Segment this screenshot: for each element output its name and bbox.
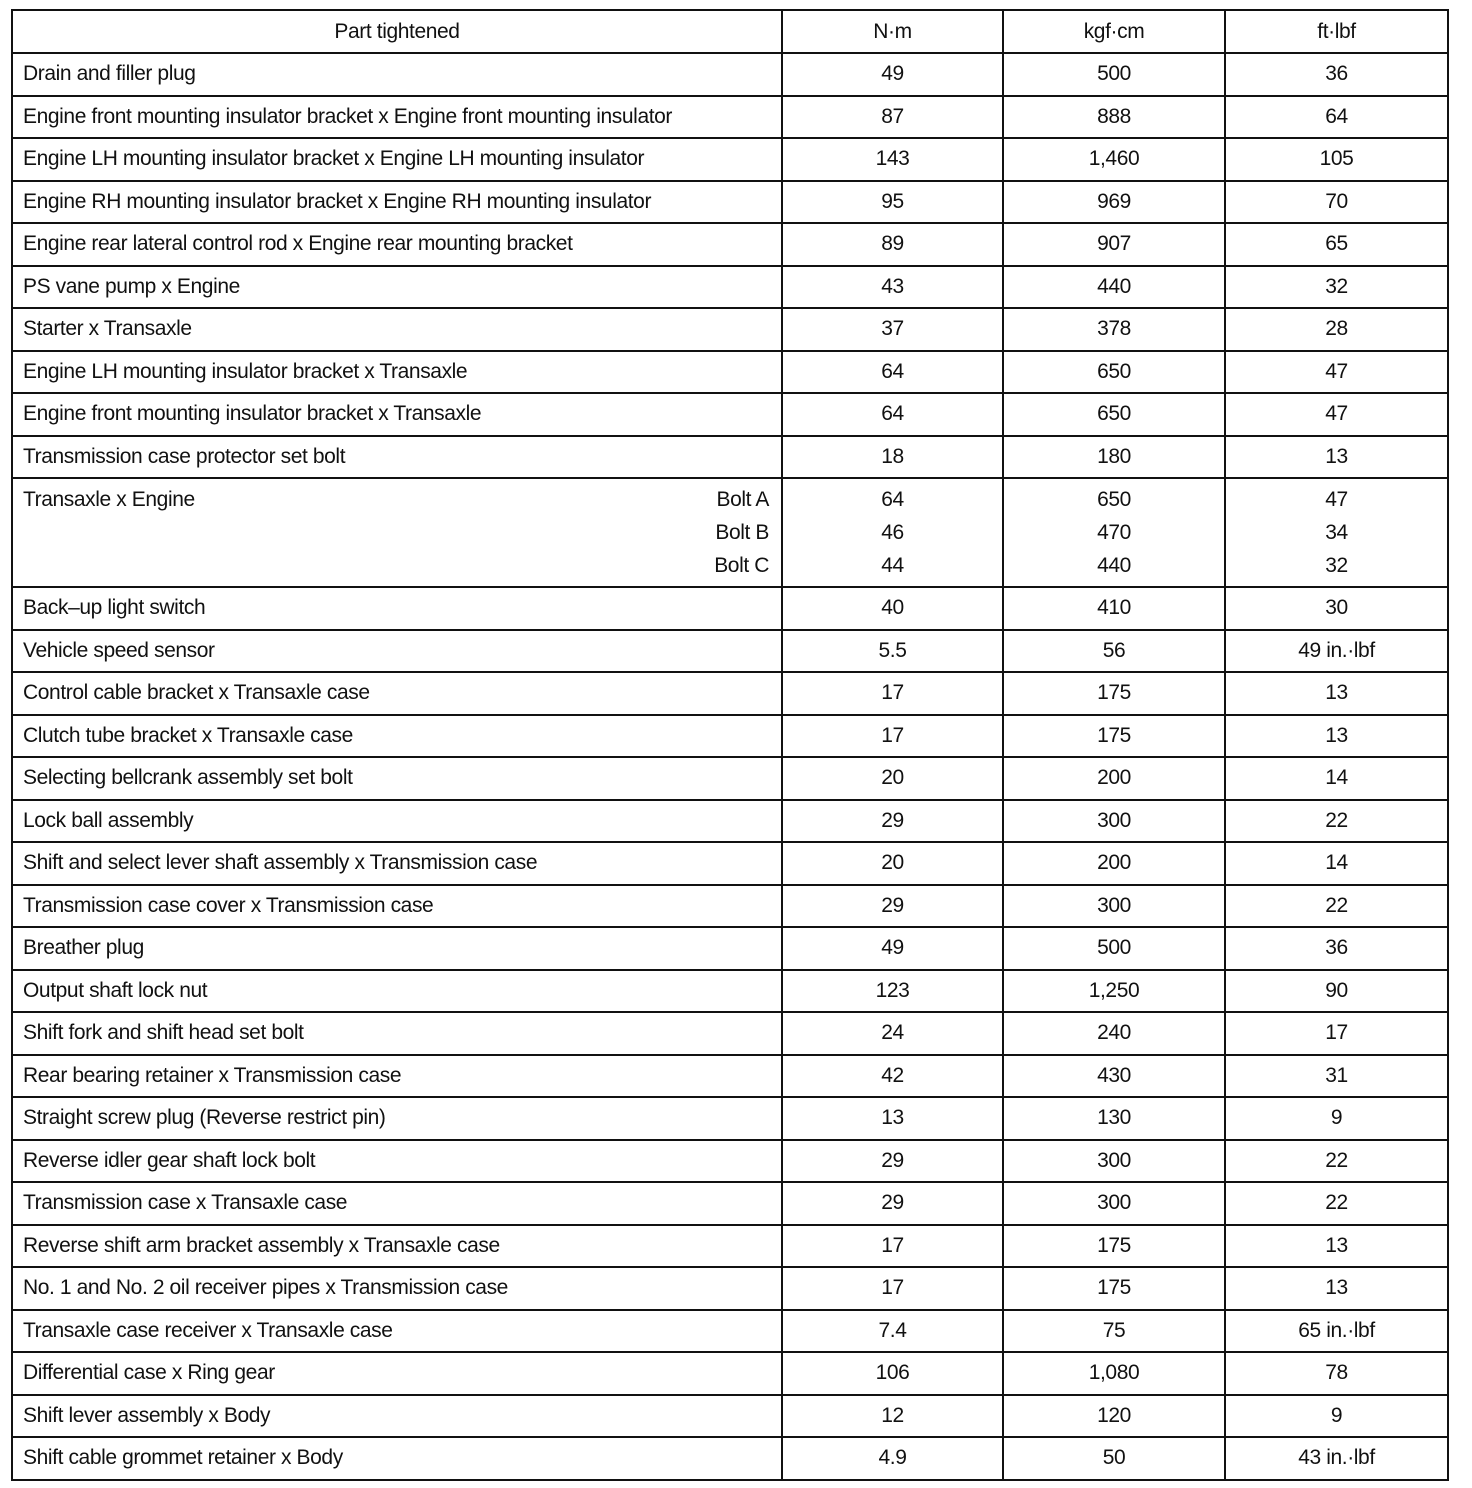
table-row [12, 630, 1448, 673]
nm-cell: 5.5 [782, 630, 1003, 673]
table-row [12, 970, 1448, 1013]
ftlbf-cell: 13 [1225, 436, 1448, 479]
ftlbf-cell: 90 [1225, 970, 1448, 1013]
kgfcm-cell: 175 [1003, 672, 1225, 715]
ftlbf-cell: 13 [1225, 672, 1448, 715]
kgfcm-cell: 430 [1003, 1055, 1225, 1098]
ftlbf-cell: 32 [1225, 266, 1448, 309]
part-cell: Back–up light switch [12, 587, 782, 630]
part-cell: Shift cable grommet retainer x Body [12, 1437, 782, 1480]
ftlbf-cell: 64 [1225, 96, 1448, 139]
nm-cell: 20 [782, 757, 1003, 800]
kgfcm-cell: 300 [1003, 800, 1225, 843]
part-cell: Straight screw plug (Reverse restrict pin) [12, 1097, 782, 1140]
part-cell: Shift fork and shift head set bolt [12, 1012, 782, 1055]
kgfcm-cell: 180 [1003, 436, 1225, 479]
bolt-ftlbf-value: 34 [1325, 521, 1348, 544]
kgfcm-cell: 175 [1003, 715, 1225, 758]
kgfcm-cell: 650 [1003, 351, 1225, 394]
kgfcm-cell: 378 [1003, 308, 1225, 351]
nm-cell: 18 [782, 436, 1003, 479]
part-cell: Starter x Transaxle [12, 308, 782, 351]
bolt-nm-value: 44 [881, 554, 904, 577]
ftlbf-cell: 36 [1225, 53, 1448, 96]
nm-cell: 64 [782, 393, 1003, 436]
kgfcm-cell: 500 [1003, 927, 1225, 970]
kgfcm-cell: 1,460 [1003, 138, 1225, 181]
nm-cell: 13 [782, 1097, 1003, 1140]
nm-cell: 17 [782, 1267, 1003, 1310]
table-row [12, 308, 1448, 351]
kgfcm-cell [1003, 478, 1225, 587]
table-row [12, 1055, 1448, 1098]
part-cell: Engine rear lateral control rod x Engine rear mounting bracket [12, 223, 782, 266]
kgfcm-cell: 650 [1003, 393, 1225, 436]
part-cell: Transmission case x Transaxle case [12, 1182, 782, 1225]
ftlbf-cell: 31 [1225, 1055, 1448, 1098]
nm-cell: 20 [782, 842, 1003, 885]
kgfcm-cell: 440 [1003, 266, 1225, 309]
ftlbf-cell: 9 [1225, 1097, 1448, 1140]
table-row [12, 587, 1448, 630]
part-name: Transaxle x Engine [23, 488, 195, 511]
nm-cell: 43 [782, 266, 1003, 309]
ftlbf-cell: 30 [1225, 587, 1448, 630]
part-cell: Breather plug [12, 927, 782, 970]
table-body [12, 53, 1448, 1480]
kgfcm-cell: 75 [1003, 1310, 1225, 1353]
part-cell: Engine LH mounting insulator bracket x Engine LH mounting insulator [12, 138, 782, 181]
header-kgfcm: kgf·cm [1003, 10, 1225, 53]
bolt-ftlbf-value: 47 [1325, 488, 1348, 511]
bolt-nm-value: 46 [881, 521, 904, 544]
table-row [12, 53, 1448, 96]
ftlbf-cell: 13 [1225, 715, 1448, 758]
nm-cell: 64 [782, 351, 1003, 394]
table-row [12, 757, 1448, 800]
bolt-ftlbf-value: 32 [1325, 554, 1348, 577]
nm-cell: 42 [782, 1055, 1003, 1098]
nm-cell: 29 [782, 885, 1003, 928]
table-row [12, 927, 1448, 970]
bolt-kgfcm-value: 650 [1097, 488, 1131, 511]
part-cell: Rear bearing retainer x Transmission case [12, 1055, 782, 1098]
table-row [12, 436, 1448, 479]
nm-cell: 7.4 [782, 1310, 1003, 1353]
ftlbf-cell: 28 [1225, 308, 1448, 351]
nm-cell: 49 [782, 53, 1003, 96]
part-cell: Shift lever assembly x Body [12, 1395, 782, 1438]
kgfcm-cell: 50 [1003, 1437, 1225, 1480]
nm-cell: 40 [782, 587, 1003, 630]
bolt-label: Bolt C [714, 554, 769, 577]
table-header-row [12, 10, 1448, 53]
ftlbf-cell: 22 [1225, 1140, 1448, 1183]
kgfcm-cell: 500 [1003, 53, 1225, 96]
part-cell: Output shaft lock nut [12, 970, 782, 1013]
part-cell: PS vane pump x Engine [12, 266, 782, 309]
table-row [12, 1182, 1448, 1225]
table-row [12, 1140, 1448, 1183]
table-row [12, 1012, 1448, 1055]
bolt-label: Bolt A [716, 488, 769, 511]
nm-cell: 106 [782, 1352, 1003, 1395]
nm-cell: 29 [782, 800, 1003, 843]
kgfcm-cell: 200 [1003, 757, 1225, 800]
part-cell: Engine RH mounting insulator bracket x Engine RH mounting insulator [12, 181, 782, 224]
table-row [12, 885, 1448, 928]
nm-cell: 29 [782, 1140, 1003, 1183]
ftlbf-cell: 43 in.·lbf [1225, 1437, 1448, 1480]
kgfcm-cell: 240 [1003, 1012, 1225, 1055]
kgfcm-cell: 56 [1003, 630, 1225, 673]
kgfcm-cell: 300 [1003, 1182, 1225, 1225]
kgfcm-cell: 200 [1003, 842, 1225, 885]
ftlbf-cell: 17 [1225, 1012, 1448, 1055]
part-cell: Engine front mounting insulator bracket x Transaxle [12, 393, 782, 436]
kgfcm-cell: 888 [1003, 96, 1225, 139]
nm-cell: 17 [782, 715, 1003, 758]
part-cell: Vehicle speed sensor [12, 630, 782, 673]
nm-cell: 143 [782, 138, 1003, 181]
kgfcm-cell: 1,080 [1003, 1352, 1225, 1395]
header-ftlbf: ft·lbf [1225, 10, 1448, 53]
nm-cell: 95 [782, 181, 1003, 224]
ftlbf-cell: 14 [1225, 757, 1448, 800]
part-cell: Differential case x Ring gear [12, 1352, 782, 1395]
ftlbf-cell: 22 [1225, 800, 1448, 843]
part-cell: No. 1 and No. 2 oil receiver pipes x Transmission case [12, 1267, 782, 1310]
ftlbf-cell: 13 [1225, 1225, 1448, 1268]
table-row [12, 1352, 1448, 1395]
part-cell: Transaxle case receiver x Transaxle case [12, 1310, 782, 1353]
table-row [12, 96, 1448, 139]
table-row [12, 1225, 1448, 1268]
table-row [12, 266, 1448, 309]
table-row [12, 181, 1448, 224]
part-cell: Engine front mounting insulator bracket x Engine front mounting insulator [12, 96, 782, 139]
nm-cell: 123 [782, 970, 1003, 1013]
ftlbf-cell: 9 [1225, 1395, 1448, 1438]
kgfcm-cell: 120 [1003, 1395, 1225, 1438]
nm-cell: 4.9 [782, 1437, 1003, 1480]
ftlbf-cell [1225, 478, 1448, 587]
table-row [12, 351, 1448, 394]
kgfcm-cell: 175 [1003, 1267, 1225, 1310]
part-cell: Transmission case cover x Transmission case [12, 885, 782, 928]
kgfcm-cell: 300 [1003, 885, 1225, 928]
table-row [12, 1267, 1448, 1310]
nm-cell: 87 [782, 96, 1003, 139]
kgfcm-cell: 130 [1003, 1097, 1225, 1140]
part-cell: Transmission case protector set bolt [12, 436, 782, 479]
ftlbf-cell: 36 [1225, 927, 1448, 970]
ftlbf-cell: 70 [1225, 181, 1448, 224]
part-cell [12, 478, 782, 587]
part-cell: Engine LH mounting insulator bracket x Transaxle [12, 351, 782, 394]
ftlbf-cell: 47 [1225, 351, 1448, 394]
ftlbf-cell: 65 [1225, 223, 1448, 266]
table-row [12, 672, 1448, 715]
nm-cell: 24 [782, 1012, 1003, 1055]
part-cell: Reverse shift arm bracket assembly x Transaxle case [12, 1225, 782, 1268]
bolt-kgfcm-value: 440 [1097, 554, 1131, 577]
ftlbf-cell: 22 [1225, 1182, 1448, 1225]
table-row [12, 842, 1448, 885]
kgfcm-cell: 907 [1003, 223, 1225, 266]
ftlbf-cell: 14 [1225, 842, 1448, 885]
kgfcm-cell: 1,250 [1003, 970, 1225, 1013]
bolt-kgfcm-value: 470 [1097, 521, 1131, 544]
ftlbf-cell: 47 [1225, 393, 1448, 436]
nm-cell: 29 [782, 1182, 1003, 1225]
part-cell: Drain and filler plug [12, 53, 782, 96]
table-row [12, 1437, 1448, 1480]
nm-cell: 89 [782, 223, 1003, 266]
table-row [12, 1097, 1448, 1140]
nm-cell: 17 [782, 672, 1003, 715]
kgfcm-cell: 175 [1003, 1225, 1225, 1268]
part-cell: Control cable bracket x Transaxle case [12, 672, 782, 715]
part-cell: Clutch tube bracket x Transaxle case [12, 715, 782, 758]
header-nm: N·m [782, 10, 1003, 53]
part-cell: Selecting bellcrank assembly set bolt [12, 757, 782, 800]
nm-cell: 17 [782, 1225, 1003, 1268]
table-row [12, 478, 1448, 587]
kgfcm-cell: 410 [1003, 587, 1225, 630]
torque-specification-table [11, 9, 1449, 1481]
ftlbf-cell: 22 [1225, 885, 1448, 928]
nm-cell: 49 [782, 927, 1003, 970]
ftlbf-cell: 65 in.·lbf [1225, 1310, 1448, 1353]
table-row [12, 223, 1448, 266]
ftlbf-cell: 13 [1225, 1267, 1448, 1310]
part-cell: Lock ball assembly [12, 800, 782, 843]
ftlbf-cell: 49 in.·lbf [1225, 630, 1448, 673]
table-row [12, 800, 1448, 843]
table-row [12, 138, 1448, 181]
bolt-nm-value: 64 [881, 488, 904, 511]
ftlbf-cell: 105 [1225, 138, 1448, 181]
part-cell: Shift and select lever shaft assembly x Transmission case [12, 842, 782, 885]
nm-cell: 12 [782, 1395, 1003, 1438]
kgfcm-cell: 300 [1003, 1140, 1225, 1183]
table-row [12, 393, 1448, 436]
part-cell: Reverse idler gear shaft lock bolt [12, 1140, 782, 1183]
table-row [12, 1310, 1448, 1353]
header-part-tightened: Part tightened [12, 10, 782, 53]
nm-cell [782, 478, 1003, 587]
bolt-label: Bolt B [715, 521, 769, 544]
kgfcm-cell: 969 [1003, 181, 1225, 224]
table-row [12, 715, 1448, 758]
table-row [12, 1395, 1448, 1438]
ftlbf-cell: 78 [1225, 1352, 1448, 1395]
nm-cell: 37 [782, 308, 1003, 351]
